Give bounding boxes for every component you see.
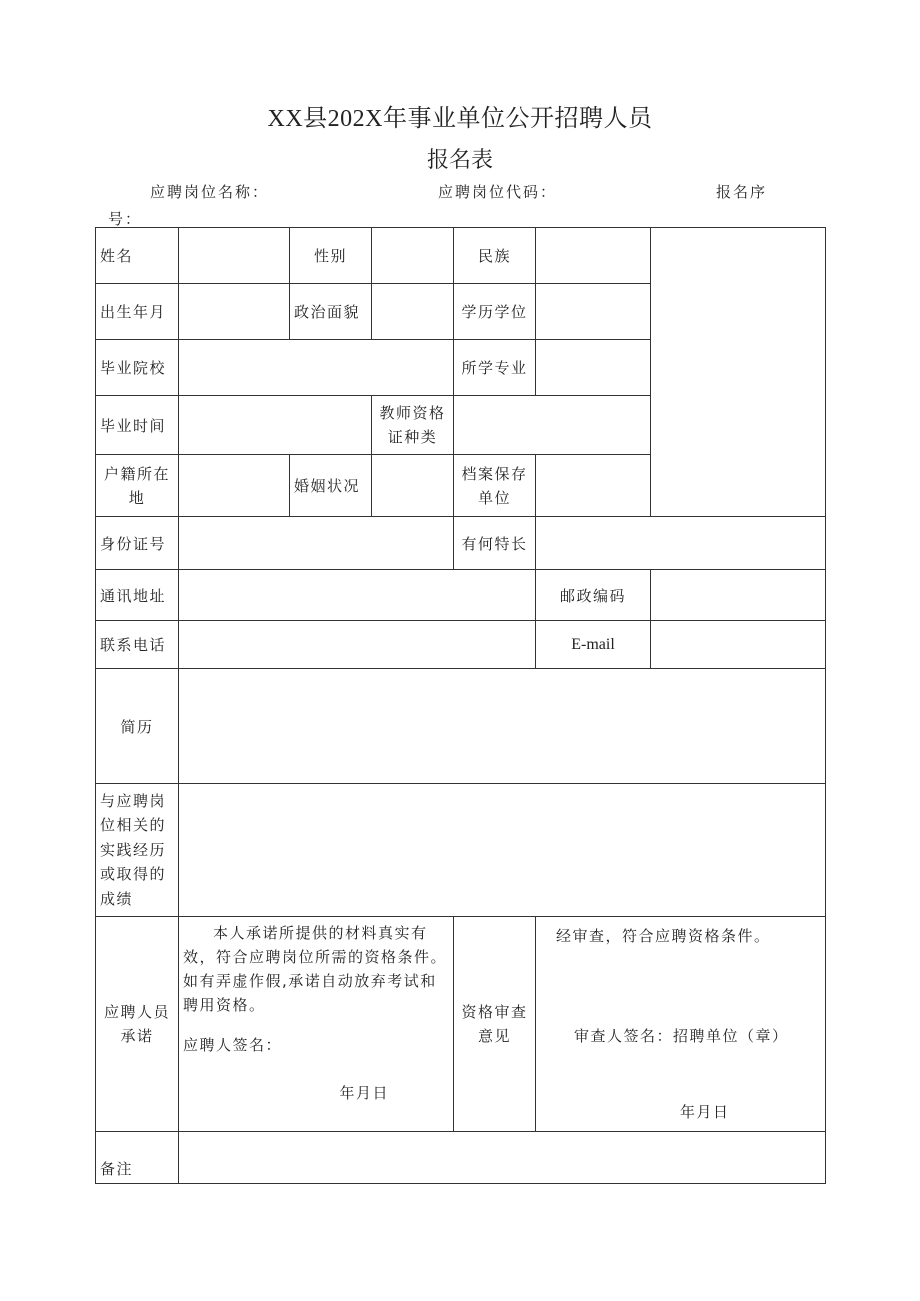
address-field[interactable]	[179, 570, 536, 621]
review-label: 资格审查意见	[454, 917, 536, 1132]
major-field[interactable]	[536, 340, 651, 396]
ethnicity-label: 民族	[454, 228, 536, 284]
specialty-field[interactable]	[536, 517, 826, 570]
ethnicity-field[interactable]	[536, 228, 651, 284]
archive-field[interactable]	[536, 455, 651, 517]
political-label: 政治面貌	[290, 284, 372, 340]
commitment-date: 年月日	[339, 1084, 389, 1102]
birth-field[interactable]	[179, 284, 290, 340]
commitment-cell[interactable]	[179, 917, 454, 1132]
commitment-label: 应聘人员承诺	[96, 917, 179, 1132]
teacher-cert-field[interactable]	[454, 396, 651, 455]
remarks-label: 备注	[96, 1132, 179, 1184]
teacher-cert-label: 教师资格证种类	[372, 396, 454, 455]
email-field[interactable]	[651, 621, 826, 669]
serial-label-continued: 号：	[108, 210, 143, 228]
position-name-label: 应聘岗位名称：	[150, 183, 270, 201]
registration-form-table	[95, 227, 826, 1184]
marital-label: 婚姻状况	[290, 455, 372, 517]
experience-label: 与应聘岗位相关的实践经历或取得的成绩	[96, 784, 179, 917]
serial-label: 报名序	[716, 183, 768, 201]
phone-label: 联系电话	[96, 621, 179, 669]
postcode-label: 邮政编码	[536, 570, 651, 621]
form-title: XX县202X年事业单位公开招聘人员	[267, 106, 653, 132]
name-field[interactable]	[179, 228, 290, 284]
id-number-label: 身份证号	[96, 517, 179, 570]
name-label: 姓名	[96, 228, 179, 284]
hukou-label: 户籍所在地	[96, 455, 179, 517]
resume-field[interactable]	[179, 669, 826, 784]
major-label: 所学专业	[454, 340, 536, 396]
review-date: 年月日	[680, 1103, 730, 1121]
gender-field[interactable]	[372, 228, 454, 284]
school-label: 毕业院校	[96, 340, 179, 396]
hukou-field[interactable]	[179, 455, 290, 517]
marital-field[interactable]	[372, 455, 454, 517]
remarks-field[interactable]	[179, 1132, 826, 1184]
school-field[interactable]	[179, 340, 454, 396]
position-code-label: 应聘岗位代码：	[438, 183, 558, 201]
email-label: E-mail	[536, 621, 651, 669]
reviewer-signature-label: 审查人签名：招聘单位（章）	[574, 1027, 789, 1045]
postcode-field[interactable]	[651, 570, 826, 621]
review-cell[interactable]	[536, 917, 826, 1132]
experience-field[interactable]	[179, 784, 826, 917]
review-result-text: 经审查，符合应聘资格条件。	[556, 927, 771, 945]
commitment-text: 本人承诺所提供的材料真实有效，符合应聘岗位所需的资格条件。如有弄虚作假,承诺自动放弃考试和聘用资格。	[183, 924, 448, 1014]
birth-label: 出生年月	[96, 284, 179, 340]
specialty-label: 有何特长	[454, 517, 536, 570]
grad-time-label: 毕业时间	[96, 396, 179, 455]
education-field[interactable]	[536, 284, 651, 340]
education-label: 学历学位	[454, 284, 536, 340]
resume-label: 简历	[96, 669, 179, 784]
phone-field[interactable]	[179, 621, 536, 669]
political-field[interactable]	[372, 284, 454, 340]
gender-label: 性别	[290, 228, 372, 284]
photo-area[interactable]	[651, 228, 826, 517]
archive-label: 档案保存单位	[454, 455, 536, 517]
grad-time-field[interactable]	[179, 396, 372, 455]
id-number-field[interactable]	[179, 517, 454, 570]
form-subtitle: 报名表	[426, 147, 493, 172]
applicant-signature-label: 应聘人签名：	[183, 1036, 283, 1054]
address-label: 通讯地址	[96, 570, 179, 621]
